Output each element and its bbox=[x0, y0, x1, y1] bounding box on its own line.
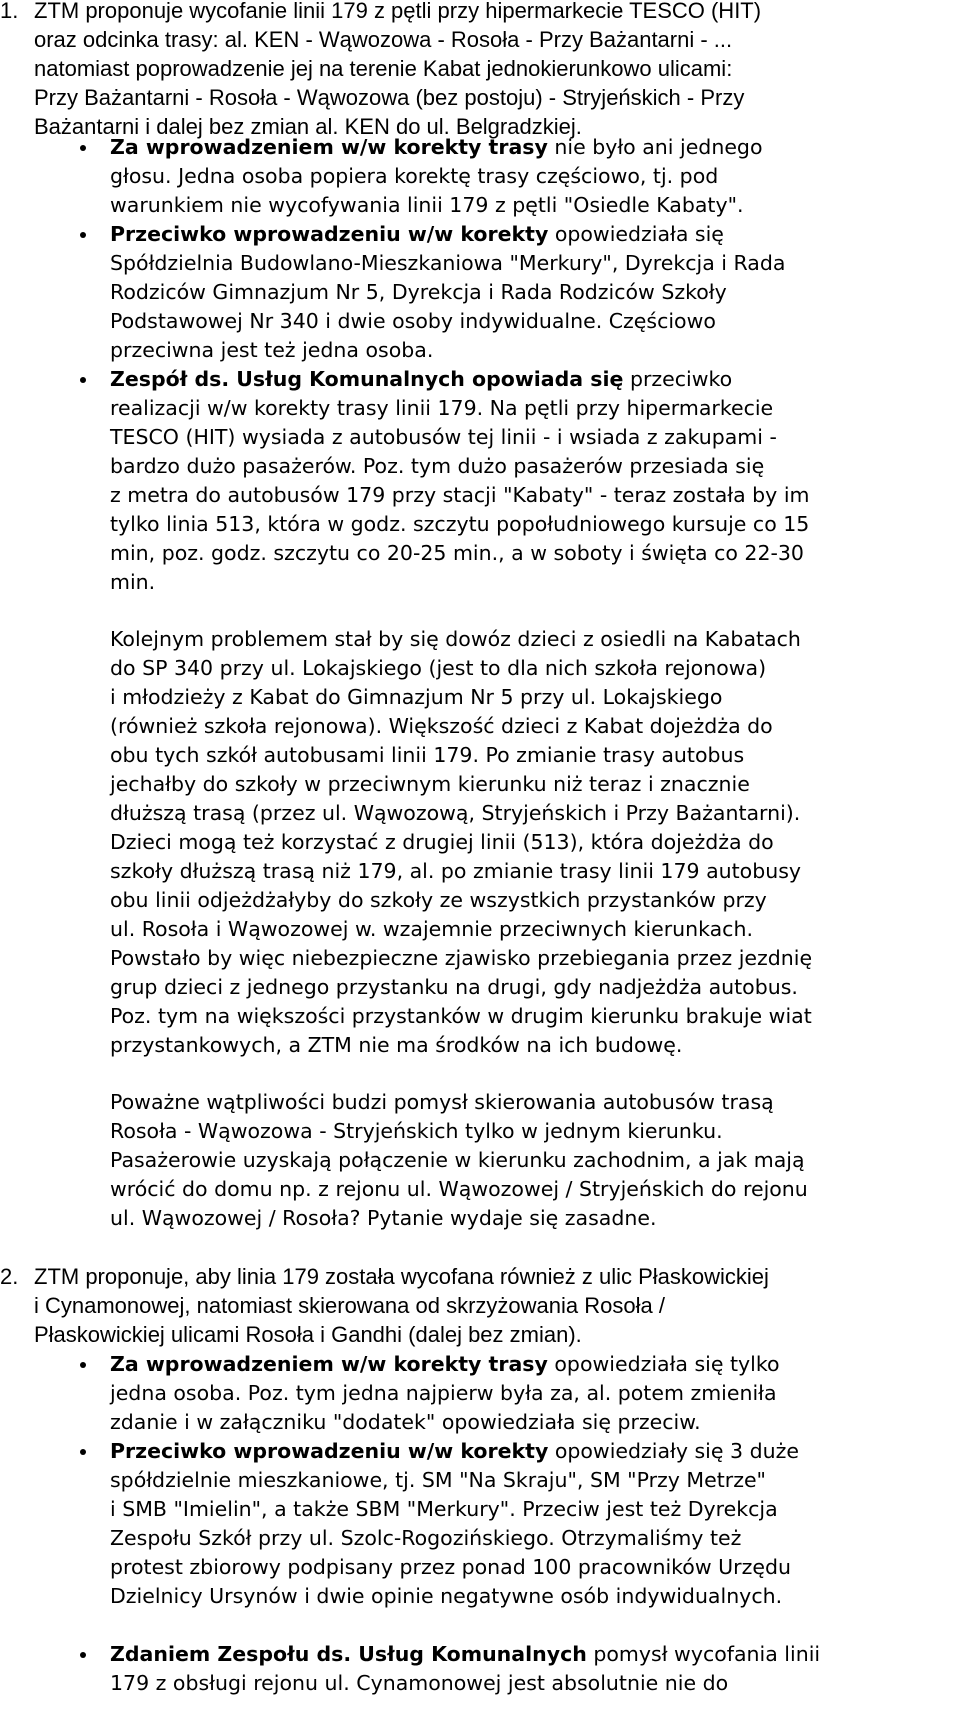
bullet-text: opowiedziała się tylko bbox=[547, 1352, 780, 1376]
item-text-line: ZTM proponuje, aby linia 179 została wycofana również z ulic Płaskowickiej bbox=[34, 1264, 769, 1289]
bullet-text: nie było ani jednego bbox=[547, 135, 763, 159]
item-text-line: Płaskowickiej ulicami Rosoła i Gandhi (dalej bez zmian). bbox=[34, 1322, 582, 1347]
bullet-text-line: min, poz. godz. szczytu co 20-25 min., a w soboty i święta co 22-30 bbox=[110, 541, 804, 565]
bullet-text-line: i SMB "Imielin", a także SBM "Merkury". Przeciw jest też Dyrekcja bbox=[110, 1497, 778, 1521]
bullet-icon bbox=[80, 1362, 86, 1368]
bullet-text-line: zdanie i w załączniku "dodatek" opowiedziała się przeciw. bbox=[110, 1410, 701, 1434]
bullet-first-line bbox=[110, 1350, 780, 1379]
bullet-text-line: Zespołu Szkół przy ul. Szolc-Rogozińskiego. Otrzymaliśmy też bbox=[110, 1526, 742, 1550]
paragraph-line: Poważne wątpliwości budzi pomysł skierowania autobusów trasą bbox=[110, 1090, 774, 1114]
bullet-first-line bbox=[110, 1640, 820, 1669]
bullet-first-line bbox=[110, 1437, 799, 1466]
item-text-line: Przy Bażantarni - Rosoła - Wąwozowa (bez postoju) - Stryjeńskich - Przy bbox=[34, 85, 745, 110]
paragraph-line: szkoły dłuższą trasą niż 179, al. po zmianie trasy linii 179 autobusy bbox=[110, 859, 802, 883]
bullet-icon bbox=[80, 377, 86, 383]
bullet-text-line: 179 z obsługi rejonu ul. Cynamonowej jest absolutnie nie do bbox=[110, 1671, 729, 1695]
bullet-bold-text: Za wprowadzeniem w/w korekty trasy bbox=[110, 1352, 548, 1376]
bullet-text-line: Dzielnicy Ursynów i dwie opinie negatywne osób indywidualnych. bbox=[110, 1584, 783, 1608]
bullet-text-line: TESCO (HIT) wysiada z autobusów tej linii - i wsiada z zakupami - bbox=[110, 425, 777, 449]
bullet-text-line: przeciwna jest też jedna osoba. bbox=[110, 338, 434, 362]
bullet-first-line bbox=[110, 365, 732, 394]
bullet-text-line: głosu. Jedna osoba popiera korektę trasy częściowo, tj. pod bbox=[110, 164, 719, 188]
bullet-icon bbox=[80, 232, 86, 238]
bullet-text-line: tylko linia 513, która w godz. szczytu popołudniowego kursuje co 15 bbox=[110, 512, 810, 536]
bullet-text-line: Podstawowej Nr 340 i dwie osoby indywidualne. Częściowo bbox=[110, 309, 716, 333]
bullet-bold-text: Za wprowadzeniem w/w korekty trasy bbox=[110, 135, 548, 159]
item-number: 2. bbox=[0, 1264, 19, 1289]
bullet-text: opowiedziała się bbox=[548, 222, 724, 246]
bullet-first-line bbox=[110, 133, 762, 162]
item-text-line: oraz odcinka trasy: al. KEN - Wąwozowa - Rosoła - Przy Bażantarni - ... bbox=[34, 27, 733, 52]
paragraph-line: przystankowych, a ZTM nie ma środków na ich budowę. bbox=[110, 1033, 683, 1057]
paragraph-line: Dzieci mogą też korzystać z drugiej linii (513), która dojeżdża do bbox=[110, 830, 774, 854]
bullet-bold-text: Przeciwko wprowadzeniu w/w korekty bbox=[110, 1439, 549, 1463]
item-text-line: ZTM proponuje wycofanie linii 179 z pętli przy hipermarkecie TESCO (HIT) bbox=[34, 0, 762, 23]
paragraph-line: Poz. tym na większości przystanków w drugim kierunku brakuje wiat bbox=[110, 1004, 812, 1028]
item-text-line: Bażantarni i dalej bez zmian al. KEN do ul. Belgradzkiej. bbox=[34, 114, 582, 139]
bullet-first-line bbox=[110, 220, 724, 249]
paragraph-line: Powstało by więc niebezpieczne zjawisko przebiegania przez jezdnię bbox=[110, 946, 813, 970]
paragraph-line: obu tych szkół autobusami linii 179. Po zmianie trasy autobus bbox=[110, 743, 745, 767]
bullet-text-line: warunkiem nie wycofywania linii 179 z pętli "Osiedle Kabaty". bbox=[110, 193, 744, 217]
bullet-text: opowiedziały się 3 duże bbox=[548, 1439, 799, 1463]
paragraph-line: grup dzieci z jednego przystanku na drugi, gdy nadjeżdża autobus. bbox=[110, 975, 798, 999]
bullet-text-line: min. bbox=[110, 570, 156, 594]
paragraph-line: Pasażerowie uzyskają połączenie w kierunku zachodnim, a jak mają bbox=[110, 1148, 805, 1172]
item-number: 1. bbox=[0, 0, 19, 23]
bullet-icon bbox=[80, 145, 86, 151]
paragraph-line: do SP 340 przy ul. Lokajskiego (jest to dla nich szkoła rejonowa) bbox=[110, 656, 767, 680]
paragraph-line: dłuższą trasą (przez ul. Wąwozową, Stryjeńskich i Przy Bażantarni). bbox=[110, 801, 801, 825]
bullet-text-line: spółdzielnie mieszkaniowe, tj. SM "Na Skraju", SM "Przy Metrze" bbox=[110, 1468, 766, 1492]
item-text-line: natomiast poprowadzenie jej na terenie Kabat jednokierunkowo ulicami: bbox=[34, 56, 733, 81]
paragraph-line: jechałby do szkoły w przeciwnym kierunku niż teraz i znacznie bbox=[110, 772, 750, 796]
item-text-line: i Cynamonowej, natomiast skierowana od skrzyżowania Rosoła / bbox=[34, 1293, 665, 1318]
paragraph-line: ul. Wąwozowej / Rosoła? Pytanie wydaje się zasadne. bbox=[110, 1206, 657, 1230]
bullet-text: przeciwko bbox=[623, 367, 733, 391]
bullet-icon bbox=[80, 1652, 86, 1658]
paragraph-line: (również szkoła rejonowa). Większość dzieci z Kabat dojeżdża do bbox=[110, 714, 773, 738]
bullet-text-line: jedna osoba. Poz. tym jedna najpierw była za, al. potem zmieniła bbox=[110, 1381, 777, 1405]
bullet-text-line: realizacji w/w korekty trasy linii 179. Na pętli przy hipermarkecie bbox=[110, 396, 774, 420]
bullet-icon bbox=[80, 1449, 86, 1455]
paragraph-line: obu linii odjeżdżałyby do szkoły ze wszystkich przystanków przy bbox=[110, 888, 767, 912]
bullet-text-line: Rodziców Gimnazjum Nr 5, Dyrekcja i Rada Rodziców Szkoły bbox=[110, 280, 727, 304]
bullet-text-line: Spółdzielnia Budowlano-Mieszkaniowa "Merkury", Dyrekcja i Rada bbox=[110, 251, 786, 275]
bullet-text-line: z metra do autobusów 179 przy stacji "Kabaty" - teraz została by im bbox=[110, 483, 810, 507]
paragraph-line: wrócić do domu np. z rejonu ul. Wąwozowej / Stryjeńskich do rejonu bbox=[110, 1177, 808, 1201]
bullet-bold-text: Zdaniem Zespołu ds. Usług Komunalnych bbox=[110, 1642, 587, 1666]
paragraph-line: ul. Rosoła i Wąwozowej w. wzajemnie przeciwnych kierunkach. bbox=[110, 917, 753, 941]
bullet-bold-text: Zespół ds. Usług Komunalnych opowiada się bbox=[110, 367, 624, 391]
paragraph-line: Kolejnym problemem stał by się dowóz dzieci z osiedli na Kabatach bbox=[110, 627, 801, 651]
bullet-text-line: bardzo dużo pasażerów. Poz. tym dużo pasażerów przesiada się bbox=[110, 454, 765, 478]
paragraph-line: i młodzieży z Kabat do Gimnazjum Nr 5 przy ul. Lokajskiego bbox=[110, 685, 723, 709]
bullet-bold-text: Przeciwko wprowadzeniu w/w korekty bbox=[110, 222, 549, 246]
paragraph-line: Rosoła - Wąwozowa - Stryjeńskich tylko w jednym kierunku. bbox=[110, 1119, 723, 1143]
bullet-text-line: protest zbiorowy podpisany przez ponad 100 pracowników Urzędu bbox=[110, 1555, 791, 1579]
bullet-text: pomysł wycofania linii bbox=[586, 1642, 821, 1666]
